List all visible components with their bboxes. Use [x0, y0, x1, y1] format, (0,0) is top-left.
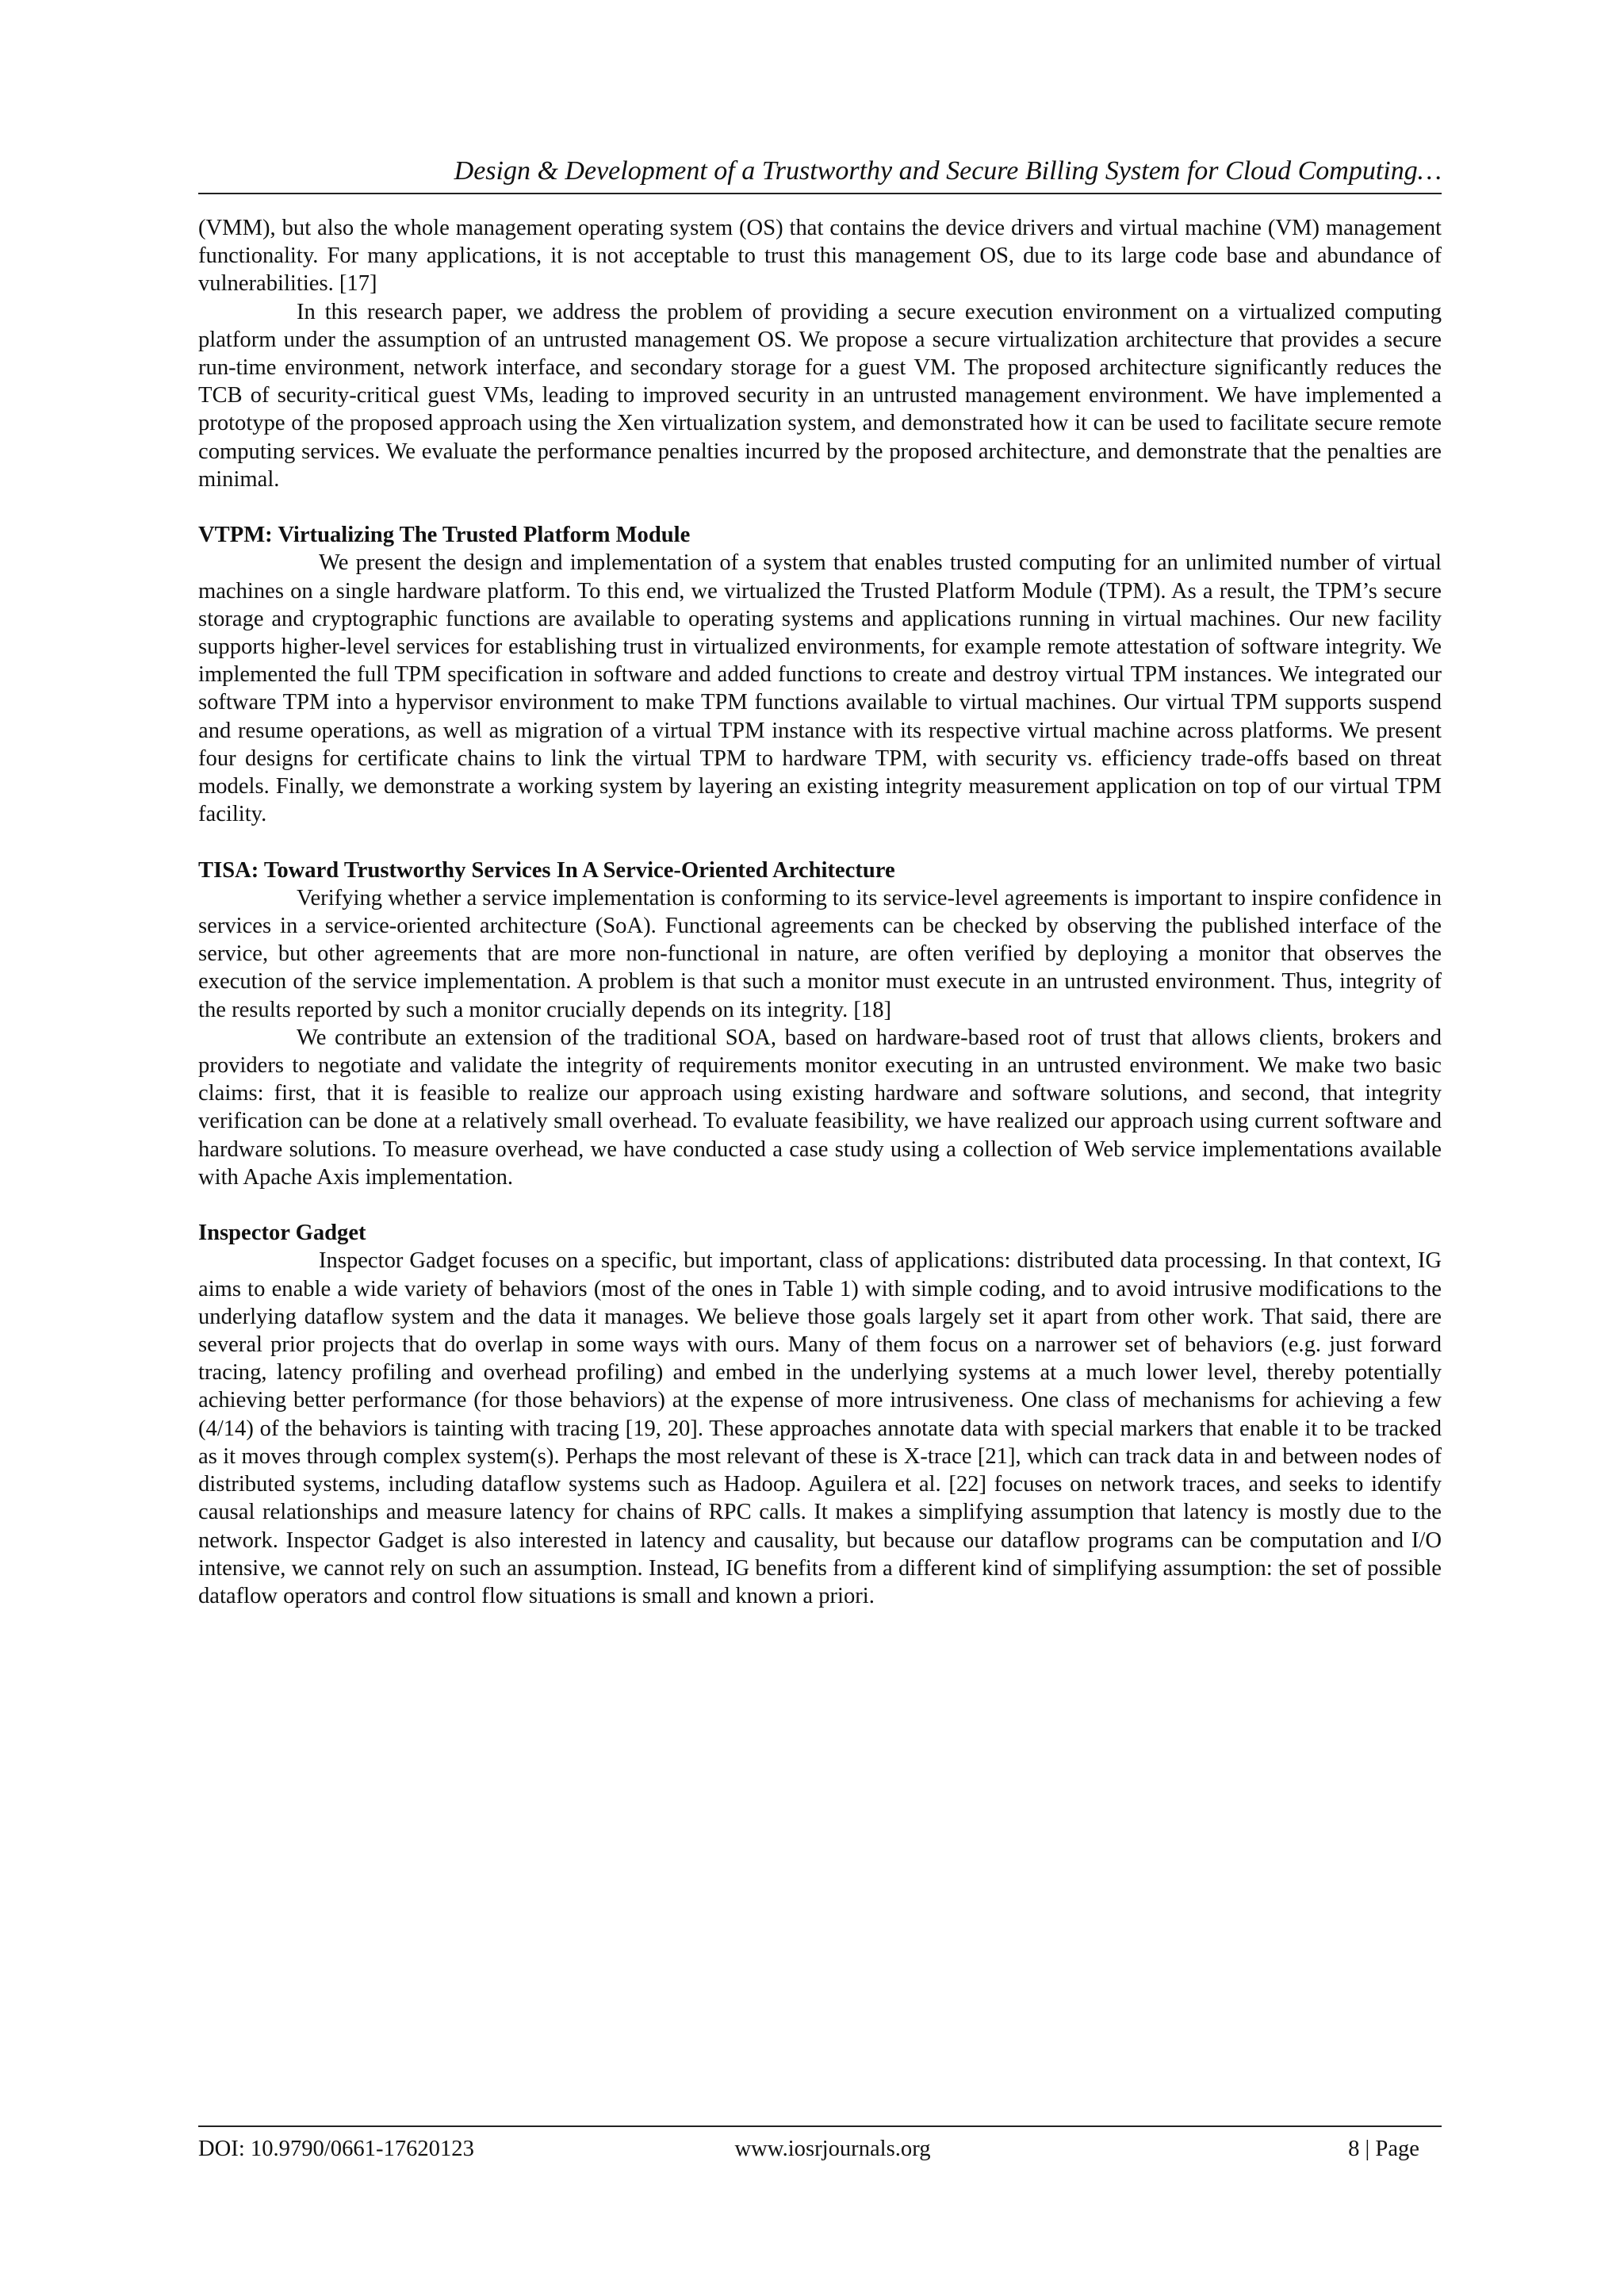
paragraph-vtpm: We present the design and implementation of a system that enables trusted computing for an unlimited number of virtual machines on a single hardware platform. To this end, we virtualized the Trusted Platform Module (TPM). As a result, the TPM’s secure storage and cryptographic functions are available to operating systems and applications running in virtual machines. Our new facility supports higher-level services for establishing trust in virtualized environments, for example remote attestation of software integrity. We implemented the full TPM specification in software and added functions to create and destroy virtual TPM instances. We integrated our software TPM into a hypervisor environment to make TPM functions available to virtual machines. Our virtual TPM supports suspend and resume operations, as well as migration of a virtual TPM instance with its respective virtual machine across platforms. We present four designs for certificate chains to link the virtual TPM to hardware TPM, with security vs. efficiency trade-offs based on threat models. Finally, we demonstrate a working system by layering an existing integrity measurement application on top of our virtual TPM facility. — [198, 550, 1442, 827]
spacer — [198, 1191, 1442, 1219]
section-heading-vtpm: VTPM: Virtualizing The Trusted Platform Module — [198, 523, 691, 548]
section-heading-inspector-gadget: Inspector Gadget — [198, 1221, 366, 1246]
spacer — [198, 828, 1442, 856]
spacer — [198, 493, 1442, 521]
paragraph-tisa-2: We contribute an extension of the traditional SOA, based on hardware-based root of trust that allows clients, brokers and providers to negotiate and validate the integrity of requirements monitor executing in an untrusted environment. We make two basic claims: first, that it is feasible to realize our approach using existing hardware and software solutions, and second, that integrity verification can be done at a relatively small overhead. To evaluate feasibility, we have realized our approach using current software and hardware solutions. To measure overhead, we have conducted a case study using a collection of Web service implementations available with Apache Axis implementation. — [198, 1025, 1442, 1190]
footer-doi: DOI: 10.9790/0661-17620123 — [198, 2137, 474, 2161]
footer-website: www.iosrjournals.org — [734, 2137, 931, 2161]
paragraph-inspector-gadget: Inspector Gadget focuses on a specific, but important, class of applications: distributed data processing. In that context, IG aims to enable a wide variety of behaviors (most of the ones in Table 1) with simple coding, and to avoid intrusive modifications to the underlying dataflow system and the data it manages. We believe those goals largely set it apart from other work. That said, there are several prior projects that do overlap in some ways with ours. Many of them focus on a narrower set of behaviors (e.g. just forward tracing, latency profiling and overhead profiling) and embed in the underlying systems at a much lower level, thereby potentially achieving better performance (for those behaviors) at the expense of more intrusiveness. One class of mechanisms for achieving a few (4/14) of the behaviors is tainting with tracing [19, 20]. These approaches annotate data with special markers that enable it to be tracked as it moves through complex system(s). Perhaps the most relevant of these is X-trace [21], which can track data in and between nodes of distributed systems, including dataflow systems such as Hadoop. Aguilera et al. [22] focuses on network traces, and seeks to identify causal relationships and measure latency for chains of RPC calls. It makes a simplifying assumption that latency is mostly due to the network. Inspector Gadget is also interested in latency and causality, but because our dataflow programs can be computation and I/O intensive, we cannot rely on such an assumption. Instead, IG benefits from a different kind of simplifying assumption: the set of possible dataflow operators and control flow situations is small and known a priori. — [198, 1248, 1442, 1608]
footer-rule — [198, 2125, 1442, 2127]
running-title: Design & Development of a Trustworthy and Secure Billing System for Cloud Computing… — [454, 156, 1442, 186]
header-rule — [198, 193, 1442, 194]
body-text — [198, 214, 1442, 1610]
section-heading-tisa: TISA: Toward Trustworthy Services In A Service-Oriented Architecture — [198, 857, 895, 883]
paragraph-tisa-1: Verifying whether a service implementation is conforming to its service-level agreements is important to inspire confidence in services in a service-oriented architecture (SoA). Functional agreements can be checked by observing the published interface of the service, but other agreements that are more non-functional in nature, are often verified by deploying a monitor that observes the execution of the service implementation. A problem is that such a monitor must execute in an untrusted environment. Thus, integrity of the results reported by such a monitor crucially depends on its integrity. [18] — [198, 885, 1442, 1022]
paragraph-research: In this research paper, we address the problem of providing a secure execution environment on a virtualized computing platform under the assumption of an untrusted management OS. We propose a secure virtualization architecture that provides a secure run-time environment, network interface, and secondary storage for a guest VM. The proposed architecture significantly reduces the TCB of security-critical guest VMs, leading to improved security in an untrusted management environment. We have implemented a prototype of the proposed approach using the Xen virtualization system, and demonstrated how it can be used to facilitate secure remote computing services. We evaluate the performance penalties incurred by the proposed architecture, and demonstrate that the penalties are minimal. — [198, 299, 1442, 492]
footer — [198, 2133, 1442, 2168]
footer-page-number: 8 | Page — [1348, 2137, 1419, 2161]
paragraph-vmm: (VMM), but also the whole management operating system (OS) that contains the device drivers and virtual machine (VM) management functionality. For many applications, it is not acceptable to trust this management OS, due to its large code base and abundance of vulnerabilities. [17] — [198, 216, 1442, 297]
